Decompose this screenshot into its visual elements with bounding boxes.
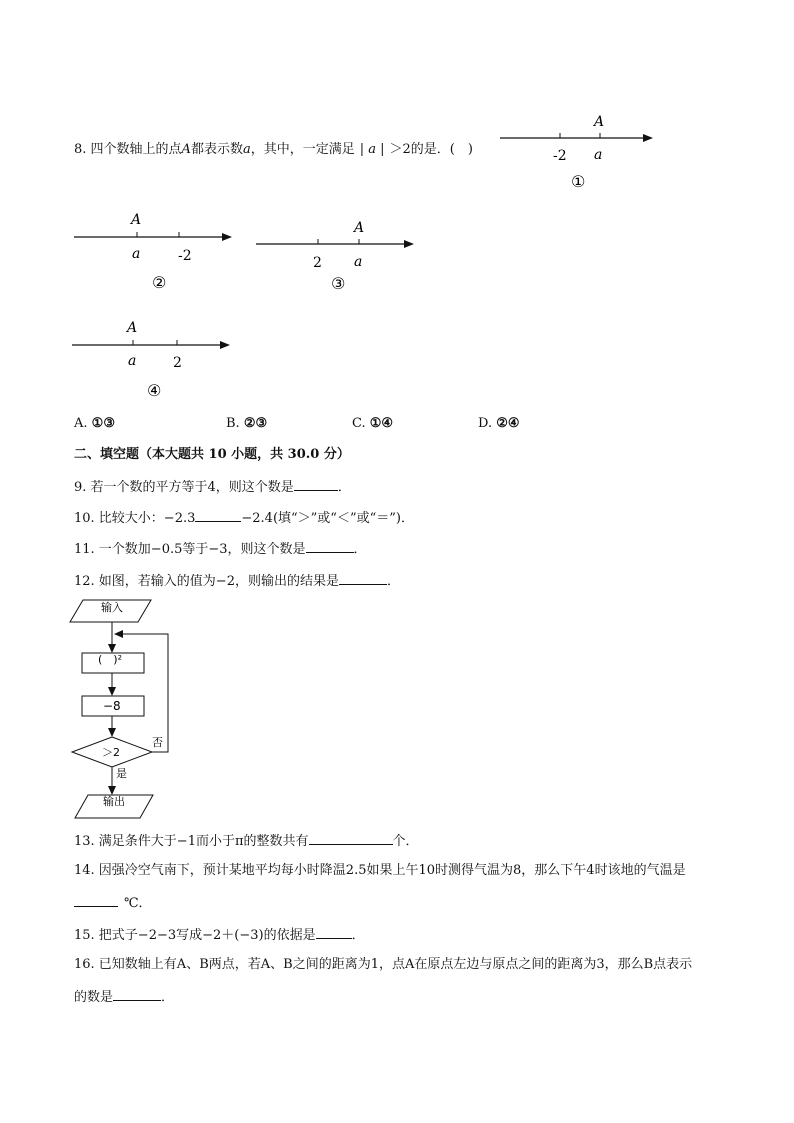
q16-line2	[74, 987, 174, 1007]
q11-end: ．	[353, 542, 367, 557]
tick-label-1: -2	[553, 148, 567, 164]
q8-abs-expr: | a |	[359, 142, 385, 157]
q13	[74, 831, 419, 851]
point-label-A: A	[354, 220, 365, 236]
q8-stem-mid2: ，其中，一定满足	[250, 142, 355, 157]
axis-number-circle: ②	[152, 273, 167, 292]
option-b-text: ②③	[243, 416, 268, 431]
q10	[74, 508, 414, 528]
q15-text: 15. 把式子−2−3写成−2＋(−3)的依据是	[74, 928, 316, 943]
option-c-letter: C.	[352, 416, 366, 431]
number-line-2	[72, 208, 242, 293]
q9-answer-blank[interactable]	[294, 477, 338, 491]
q16	[74, 956, 692, 974]
q11-text: 11. 一个数加−0.5等于−3，则这个数是	[74, 542, 306, 557]
q13-end: 个．	[392, 834, 419, 849]
point-label-A: A	[594, 114, 605, 130]
number-line-4	[70, 316, 240, 401]
axis-arrow-icon	[222, 233, 232, 241]
q12-answer-blank[interactable]	[339, 571, 387, 585]
axis-arrow-icon	[643, 134, 653, 142]
output-label: 输出	[103, 795, 125, 808]
axis-arrow-icon	[404, 240, 414, 248]
q12-end: ．	[386, 574, 400, 589]
axis-number-circle: ①	[571, 172, 586, 191]
q16-text2: 的数是	[74, 990, 114, 1005]
tick-label-2: 2	[173, 355, 182, 371]
loop-arrow-icon	[114, 630, 123, 638]
q14-unit: ℃．	[124, 896, 152, 911]
q9-end: ．	[337, 480, 351, 495]
q8-var-a: a	[242, 142, 251, 157]
q15	[74, 925, 365, 945]
q16-answer-blank[interactable]	[113, 987, 161, 1001]
number-line-1	[498, 108, 668, 193]
tick-label-1: a	[132, 246, 141, 262]
axis-arrow-icon	[220, 341, 230, 349]
q14-line2	[74, 893, 152, 913]
tick-label-2: a	[594, 147, 603, 163]
axis-number-circle: ③	[331, 274, 346, 293]
q8-stem-pre: 8. 四个数轴上的点	[74, 142, 182, 157]
q11	[74, 539, 367, 559]
square-label: ( )²	[98, 653, 122, 666]
arrow-head-icon	[108, 728, 116, 737]
q10-end: −2.4(填“＞”或“＜”或“＝”)．	[241, 511, 414, 526]
q13-answer-blank[interactable]	[309, 831, 393, 845]
arrow-head-icon	[108, 644, 116, 653]
q14-text: 14. 因强冷空气南下，预计某地平均每小时降温2.5如果上午10时测得气温为8，那么下午4时该地的气温是	[74, 863, 686, 878]
q8-var-A: A	[181, 142, 191, 157]
q8-stem-post: ＞2的是．( )	[389, 142, 473, 157]
q12	[74, 571, 400, 591]
option-b[interactable]	[226, 416, 267, 431]
option-b-letter: B.	[226, 416, 240, 431]
q15-end: ．	[351, 928, 365, 943]
option-c[interactable]	[352, 416, 393, 431]
point-label-A: A	[127, 320, 138, 336]
input-label: 输入	[101, 601, 123, 614]
option-d-text: ②④	[496, 416, 520, 431]
q14-answer-blank[interactable]	[74, 893, 118, 907]
q8-stem	[74, 141, 473, 159]
q14	[74, 862, 686, 880]
q9-text: 9. 若一个数的平方等于4，则这个数是	[74, 480, 294, 495]
no-label: 否	[152, 736, 163, 749]
loop-line	[122, 634, 168, 752]
flowchart	[70, 596, 190, 826]
arrow-head-icon	[108, 786, 116, 795]
condition-label: ＞2	[102, 746, 120, 759]
q13-text: 13. 满足条件大于−1而小于π的整数共有	[74, 834, 309, 849]
q8-stem-mid: 都表示数	[190, 142, 243, 157]
section-heading: 二、填空题（本大题共 10 小题，共 30.0 分）	[74, 447, 350, 462]
minus8-label: −8	[103, 699, 121, 713]
q11-answer-blank[interactable]	[306, 539, 354, 553]
option-a-letter: A.	[74, 416, 88, 431]
point-label-A: A	[131, 212, 142, 228]
q16-end: ．	[161, 990, 175, 1005]
number-line-3	[254, 216, 424, 301]
option-d-letter: D.	[478, 416, 493, 431]
q16-text: 16. 已知数轴上有A、B两点，若A、B之间的距离为1，点A在原点左边与原点之间的距离为3，那么B点表示	[74, 957, 693, 972]
yes-label: 是	[116, 767, 127, 780]
axis-number-circle: ④	[147, 381, 162, 400]
option-a[interactable]	[74, 416, 115, 431]
arrow-head-icon	[108, 687, 116, 696]
q15-answer-blank[interactable]	[316, 925, 352, 939]
tick-label-2: -2	[178, 248, 192, 264]
q9	[74, 477, 351, 497]
tick-label-2: a	[354, 254, 363, 270]
q10-text: 10. 比较大小：−2.3	[74, 511, 196, 526]
tick-label-1: a	[128, 353, 137, 369]
option-a-text: ①③	[91, 416, 115, 431]
option-d[interactable]	[478, 416, 520, 431]
q10-answer-blank[interactable]	[195, 508, 241, 522]
tick-label-1: 2	[313, 255, 322, 271]
q12-text: 12. 如图，若输入的值为−2，则输出的结果是	[74, 574, 339, 589]
option-c-text: ①④	[369, 416, 394, 431]
